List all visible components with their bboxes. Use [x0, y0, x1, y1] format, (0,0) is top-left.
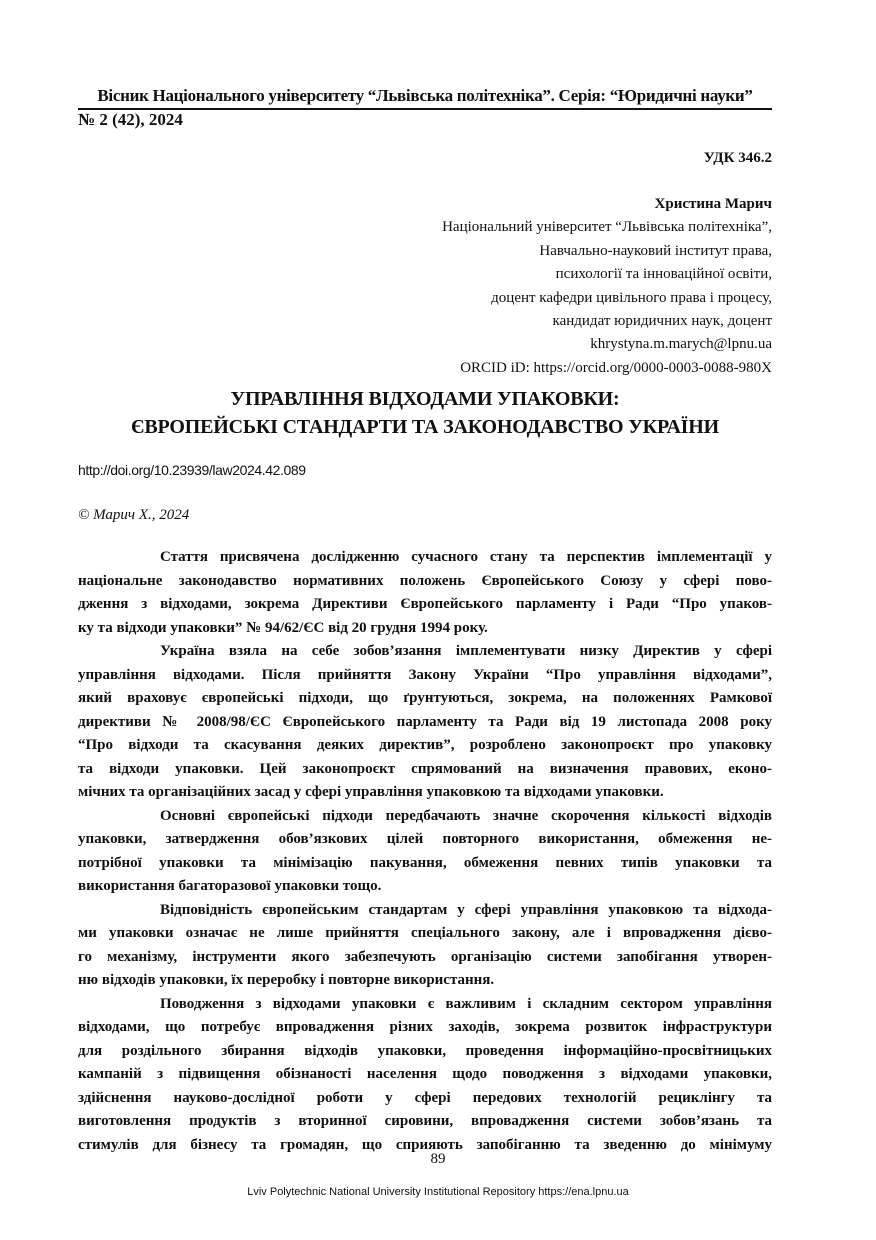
doi-link[interactable]: http://doi.org/10.23939/law2024.42.089	[78, 462, 306, 478]
abstract-line: Поводження з відходами упаковки є важливим і складним сектором управління	[160, 995, 772, 1012]
abstract-line: потрібної упаковки та мінімізацію пакування, обмеження певних типів упаковки та	[78, 854, 772, 871]
abstract-line: управління відходами. Після прийняття Закону України “Про управління відходами”,	[78, 666, 772, 683]
copyright: © Марич Х., 2024	[78, 507, 190, 523]
abstract-line: ку та відходи упаковки” № 94/62/ЄС від 20 грудня 1994 року.	[78, 619, 488, 636]
journal-title: Вісник Національного університету “Львівська політехніка”. Серія: “Юридичні науки”	[97, 86, 753, 105]
abstract-paragraph	[78, 899, 772, 993]
abstract-line: Стаття присвячена дослідженню сучасного стану та перспектив імплементації у	[160, 549, 772, 565]
abstract-line: мічних та організаційних засад у сфері управління упаковкою та відходами упаковки.	[78, 784, 664, 800]
abstract-line: го механізму, інструменти якого забезпечують організацію системи запобігання утворен-	[78, 948, 772, 965]
page-number: 89	[430, 1151, 446, 1167]
abstract-line: Україна взяла на себе зобов’язання імплементувати низку Директив у сфері	[160, 643, 772, 659]
abstract-line: національне законодавство нормативних положень Європейського Союзу у сфері пово-	[78, 572, 772, 589]
title-line: ЄВРОПЕЙСЬКІ СТАНДАРТИ ТА ЗАКОНОДАВСТВО УКРАЇНИ	[131, 416, 719, 438]
article-title	[78, 385, 772, 441]
repository-footer: Lviv Polytechnic National University Institutional Repository https://ena.lpnu.ua	[247, 1186, 629, 1198]
author-affiliation: Навчально-науковий інститут права,	[539, 242, 772, 259]
abstract-line: кампаній з підвищення обізнаності населення щодо поводження з відходами упаковки,	[78, 1066, 772, 1082]
author-name: Христина Марич	[654, 196, 772, 212]
abstract-paragraph	[78, 546, 772, 640]
author-orcid[interactable]: ORCID iD: https://orcid.org/0000-0003-0088-980X	[460, 359, 772, 376]
udk-code: УДК 346.2	[703, 150, 772, 166]
author-block	[442, 193, 772, 380]
abstract-line: виготовлення продуктів з вторинної сировини, впровадження системи зобов’язань та	[78, 1113, 772, 1129]
abstract-line: упаковки, затвердження обов’язкових цілей повторного використання, обмеження не-	[78, 831, 772, 847]
abstract-line: стимулів для бізнесу та громадян, що сприяють запобіганню та зведенню до мінімуму	[78, 1136, 772, 1153]
abstract-line: відходами, що потребує впровадження різних заходів, зокрема розвиток інфраструктури	[78, 1019, 772, 1035]
issue-number: № 2 (42), 2024	[78, 110, 183, 129]
author-degree: кандидат юридичних наук, доцент	[552, 313, 772, 330]
abstract-paragraph	[78, 640, 772, 805]
abstract-line: який враховує європейські підходи, що ґрунтуються, зокрема, на положеннях Рамкової	[78, 690, 772, 706]
title-line: УПРАВЛІННЯ ВІДХОДАМИ УПАКОВКИ:	[230, 388, 620, 410]
abstract-line: Основні європейські підходи передбачають значне скорочення кількості відходів	[160, 807, 772, 824]
abstract-line: директиви № 2008/98/ЄС Європейського парламенту та Ради від 19 листопада 2008 року	[78, 713, 772, 730]
abstract-line: для роздільного збирання відходів упаковки, проведення інформаційно-просвітницьких	[78, 1042, 772, 1059]
abstract	[78, 546, 772, 1157]
abstract-line: “Про відходи та скасування деяких директив”, розроблено законопроєкт про упаковку	[78, 737, 772, 753]
abstract-line: ню відходів упаковки, їх переробку і повторне використання.	[78, 972, 495, 988]
abstract-line: ми упаковки означає не лише прийняття спеціального закону, але і впровадження дієво-	[78, 925, 772, 941]
abstract-line: використання багаторазової упаковки тощо.	[78, 878, 382, 894]
author-affiliation: Національний університет “Львівська політехніка”,	[442, 219, 772, 236]
abstract-line: Відповідність європейським стандартам у сфері управління упаковкою та відхода-	[160, 901, 772, 918]
abstract-paragraph	[78, 993, 772, 1158]
author-affiliation: психології та інноваційної освіти,	[555, 266, 772, 283]
abstract-line: дження з відходами, зокрема Директиви Європейського парламенту і Ради “Про упаков-	[78, 596, 772, 612]
abstract-paragraph	[78, 805, 772, 899]
abstract-line: здійснення науково-дослідної роботи у сфері передових технологій рециклінгу та	[78, 1089, 772, 1106]
author-email[interactable]: khrystyna.m.marych@lpnu.ua	[590, 336, 772, 353]
abstract-line: та відходи упаковки. Цей законопроєкт спрямований на визначення правових, еконо-	[78, 760, 772, 777]
author-position: доцент кафедри цивільного права і процесу,	[491, 289, 772, 306]
